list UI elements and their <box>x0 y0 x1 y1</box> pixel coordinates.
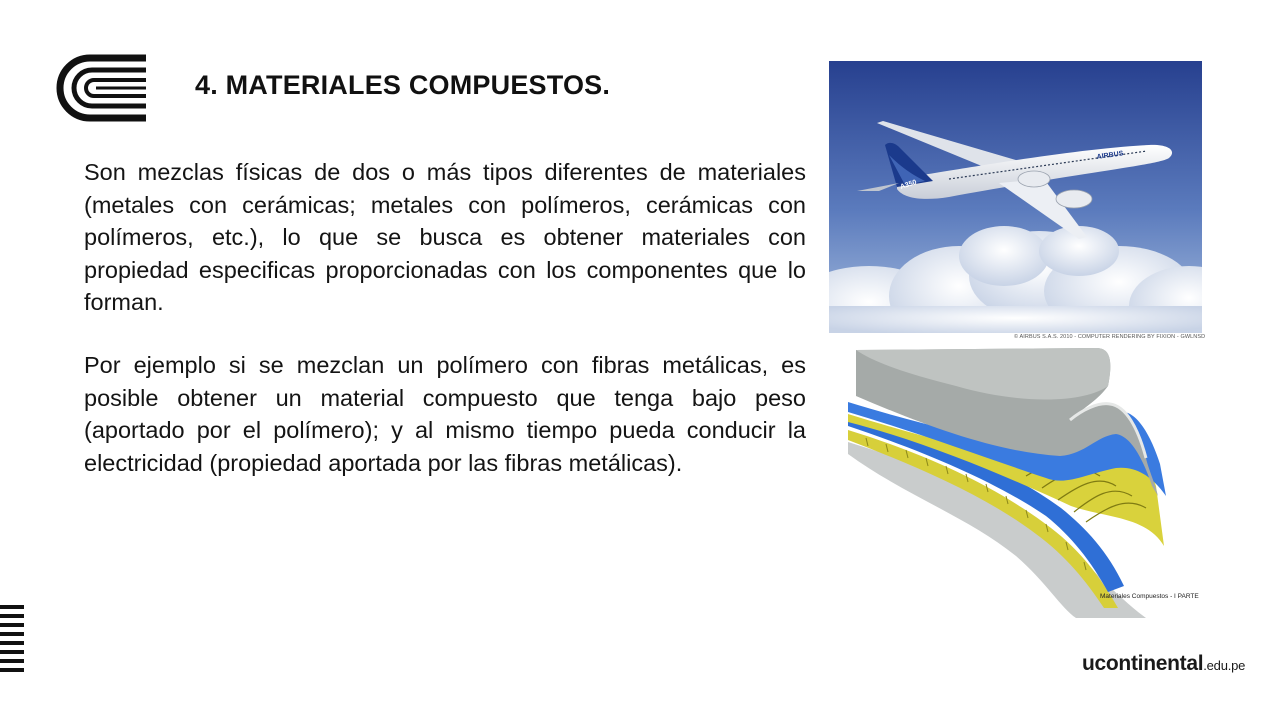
composite-material-image <box>846 346 1222 618</box>
image-credit: © AIRBUS S.A.S. 2010 - COMPUTER RENDERING BY FIXION - GWLNSD <box>1014 334 1206 340</box>
stripes-icon <box>0 605 26 675</box>
composite-caption: Materiales Compuestos - I PARTE <box>1100 593 1199 600</box>
brand-suffix: .edu.pe <box>1203 658 1246 673</box>
brand-footer <box>1082 652 1245 676</box>
paragraph-definition: Son mezclas físicas de dos o más tipos diferentes de materiales (metales con cerámicas; metales con polímeros, cerámicas con polímeros, etc.), lo que se busca es obtener materiales con propiedad especificas proporcionadas con los componentes que lo forman. <box>84 159 806 316</box>
fuselage-text: AIRBUS <box>1096 150 1124 161</box>
paragraph-example: Por ejemplo si se mezclan un polímero con fibras metálicas, es posible obtener un material compuesto que tenga bajo peso (aportado por el polímero); y al mismo tiempo pueda conducir la electricidad (propiedad aportada por las fibras metálicas). <box>84 352 806 476</box>
continental-logo-icon <box>56 54 148 122</box>
brand-main: ucontinental <box>1082 652 1204 675</box>
slide-title: 4. MATERIALES COMPUESTOS. <box>195 70 611 100</box>
tail-text: A350 <box>899 179 918 191</box>
airplane-image <box>829 61 1202 333</box>
